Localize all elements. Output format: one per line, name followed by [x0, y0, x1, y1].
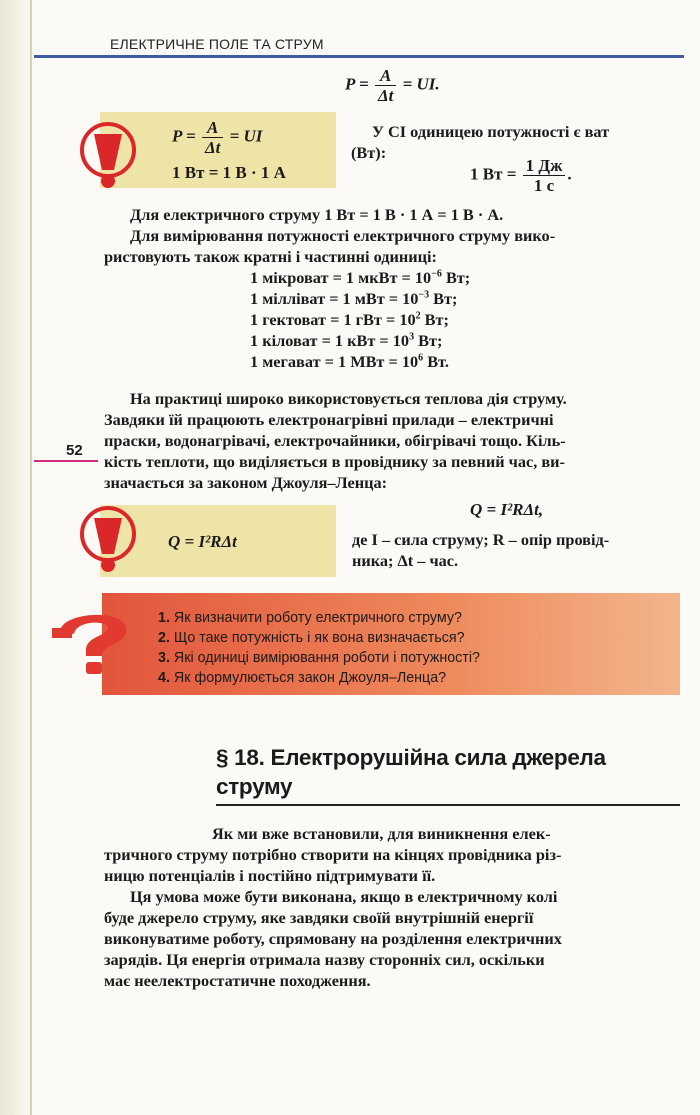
para-emf-line3: ницю потенціалів і постійно підтримувати її. [104, 866, 436, 885]
question-mark-icon [52, 606, 142, 676]
para-source-line3: виконуватиме роботу, спрямовану на розділення електричних [104, 929, 562, 948]
spine-line [30, 0, 32, 1115]
question-item: 2. Що таке потужність і як вона визначається? [158, 630, 465, 646]
joule-lenz-formula: Q = I²RΔt, [470, 500, 544, 519]
para-emf-line2: тричного струму потрібно створити на кінцях провідника різ- [104, 845, 562, 864]
unit-line: 1 мегават = 1 МВт = $10^6$ Вт. [250, 352, 449, 371]
para-source-line1: Ця умова може бути виконана, якщо в електричному колі [130, 887, 558, 906]
para-heat-line5: значається за законом Джоуля–Ленца: [104, 473, 388, 492]
para-source-line5: має неелектростатичне походження. [104, 971, 371, 990]
box1-unit-line: 1 Вт = 1 В · 1 А [172, 163, 286, 182]
unit-line: 1 мікроват = 1 мкВт = $10^{-6}$ Вт; [250, 268, 471, 287]
para-heat-line1: На практиці широко використовується теплова дія струму. [130, 389, 567, 408]
para-heat-line3: праски, водонагрівачі, електрочайники, обігрівачі тощо. Кіль- [104, 431, 566, 450]
question-item: 1. Як визначити роботу електричного струму? [158, 610, 462, 626]
para-source-line4: зарядів. Ця енергія отримала назву сторонніх сил, оскільки [104, 950, 545, 969]
si-text-line2: (Вт): [351, 143, 387, 162]
box1-formula: P = $\frac{A}{\Delta t}$ = UI [172, 118, 263, 157]
section-title-rule [216, 804, 680, 806]
review-questions-list [158, 608, 480, 688]
section-title: § 18. Електрорушійна сила джерела струму [216, 745, 606, 799]
running-header: ЕЛЕКТРИЧНЕ ПОЛЕ ТА СТРУМ [110, 36, 324, 52]
header-rule [34, 55, 684, 58]
para-heat-line2: Завдяки їй працюють електронагрівні прилади – електричні [104, 410, 554, 429]
unit-line: 1 мілліват = 1 мВт = $10^{-3}$ Вт; [250, 289, 458, 308]
important-icon [80, 118, 136, 194]
power-formula-top: P = $\frac{A}{\Delta t}$ = UI. [345, 66, 440, 105]
para-units-intro-line2: ристовують також кратні і частинні одиниці: [104, 247, 437, 266]
question-item: 4. Як формулюється закон Джоуля–Ленца? [158, 670, 447, 686]
para-heat-line4: кість теплоти, що виділяється в провіднику за певний час, ви- [104, 452, 565, 471]
page-number-marker [34, 460, 98, 462]
para-emf-line1: Як ми вже встановили, для виникнення елек- [212, 824, 551, 843]
unit-line: 1 гектоват = 1 гВт = $10^2$ Вт; [250, 310, 449, 329]
para-watt-unit: Для електричного струму 1 Вт = 1 В · 1 А = 1 В · А. [130, 205, 504, 224]
unit-line: 1 кіловат = 1 кВт = $10^3$ Вт; [250, 331, 443, 350]
joule-desc-line2: ника; Δt – час. [352, 551, 459, 570]
watt-definition: 1 Вт = $\frac{1 Дж}{1 с}$ . [470, 156, 572, 195]
important-icon [80, 502, 136, 578]
box2-formula: Q = I²RΔt [168, 532, 237, 551]
book-spine-shadow [0, 0, 34, 1115]
question-item: 3. Які одиниці вимірювання роботи і потужності? [158, 650, 480, 666]
para-units-intro-line1: Для вимірювання потужності електричного струму вико- [130, 226, 556, 245]
joule-desc-line1: де I – сила струму; R – опір провід- [352, 530, 610, 549]
page-number: 52 [66, 442, 83, 459]
para-source-line2: буде джерело струму, яке завдяки своїй внутрішній енергії [104, 908, 534, 927]
si-text-line1: У СІ одиницею потужності є ват [372, 122, 610, 141]
